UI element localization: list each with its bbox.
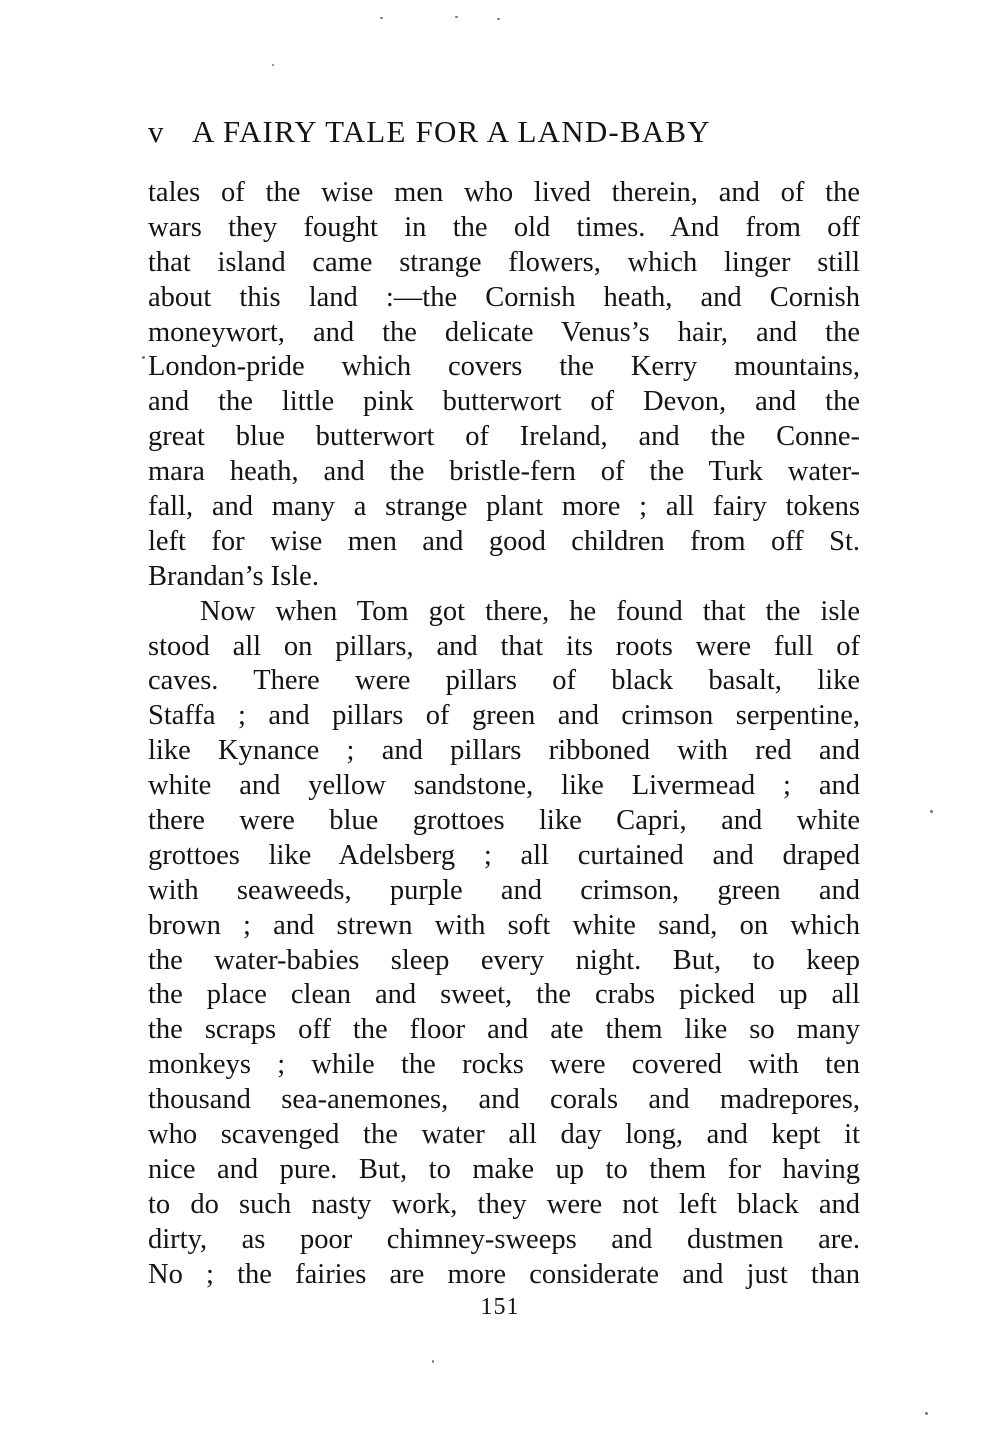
text-line: dirty, as poor chimney-sweeps and dustmen are. — [148, 1223, 860, 1255]
scan-speck — [272, 64, 274, 66]
scan-speck — [497, 18, 500, 20]
text-line: the scraps off the floor and ate them like so many — [148, 1014, 860, 1046]
text-line: with seaweeds, purple and crimson, green and — [148, 874, 860, 906]
text-line: Now when Tom got there, he found that the isle — [200, 595, 860, 627]
text-line: brown ; and strewn with soft white sand, on which — [148, 909, 860, 941]
text-line: Staffa ; and pillars of green and crimson serpentine, — [148, 700, 860, 732]
running-title: A FAIRY TALE FOR A LAND-BABY — [192, 114, 711, 149]
text-line: moneywort, and the delicate Venus’s hair, and the — [148, 316, 860, 348]
text-line: about this land :—the Cornish heath, and Cornish — [148, 281, 860, 313]
text-line: London-pride which covers the Kerry mountains, — [148, 351, 860, 383]
text-line: great blue butterwort of Ireland, and the Conne- — [148, 421, 860, 453]
text-line: caves. There were pillars of black basalt, like — [148, 665, 860, 697]
text-line: and the little pink butterwort of Devon, and the — [148, 386, 860, 418]
text-line: grottoes like Adelsberg ; all curtained and draped — [148, 839, 860, 871]
body-text — [148, 176, 860, 1293]
text-line: to do such nasty work, they were not left black and — [148, 1188, 860, 1220]
scan-speck — [142, 356, 145, 359]
text-line: white and yellow sandstone, like Livermead ; and — [148, 770, 860, 802]
text-line: No ; the fairies are more considerate and just than — [148, 1258, 860, 1290]
scan-speck — [930, 810, 933, 813]
chapter-number: v — [148, 114, 165, 149]
text-line: thousand sea-anemones, and corals and madrepores, — [148, 1084, 860, 1116]
text-line: who scavenged the water all day long, and kept it — [148, 1119, 860, 1151]
text-line: there were blue grottoes like Capri, and white — [148, 805, 860, 837]
scan-speck — [380, 17, 383, 19]
text-line: the place clean and sweet, the crabs picked up all — [148, 979, 860, 1011]
text-line: stood all on pillars, and that its roots were full of — [148, 630, 860, 662]
text-line: wars they fought in the old times. And from off — [148, 211, 860, 243]
scan-speck — [455, 16, 458, 18]
text-line: tales of the wise men who lived therein, and of the — [148, 177, 860, 208]
text-line: Brandan’s Isle. — [148, 560, 319, 592]
scan-speck — [925, 1412, 928, 1415]
text-line: that island came strange flowers, which linger still — [148, 246, 860, 278]
text-line: the water-babies sleep every night. But, to keep — [148, 944, 860, 976]
text-line: fall, and many a strange plant more ; all fairy tokens — [148, 491, 860, 523]
text-line: nice and pure. But, to make up to them for having — [148, 1153, 860, 1185]
paragraph-1 — [148, 176, 860, 595]
page-number: 151 — [480, 1294, 520, 1320]
paragraph-2 — [148, 595, 860, 1293]
text-line: mara heath, and the bristle-fern of the Turk water- — [148, 456, 860, 488]
text-line: left for wise men and good children from off St. — [148, 525, 860, 557]
scan-speck — [432, 1360, 434, 1363]
text-line: monkeys ; while the rocks were covered with ten — [148, 1049, 860, 1081]
text-line: like Kynance ; and pillars ribboned with red and — [148, 735, 860, 767]
running-header — [148, 114, 860, 158]
